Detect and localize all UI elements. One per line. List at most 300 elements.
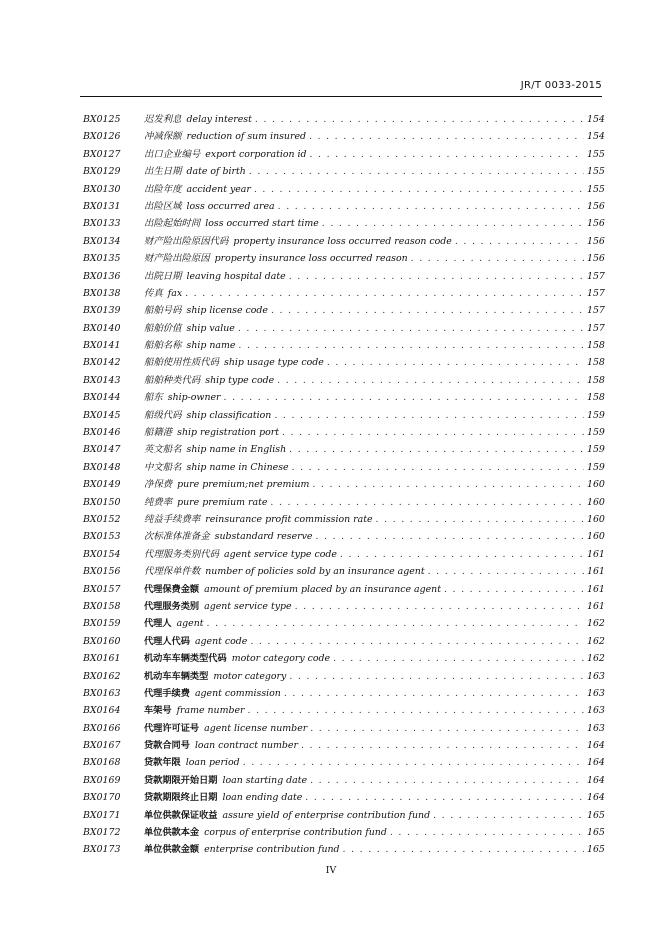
dot-leader [289,441,584,458]
entry-code: BX0146 [83,427,121,439]
entry-chinese-term: 车架号 [144,705,172,717]
entry-chinese-term: 单位供款本金 [144,827,200,839]
entry-english-term: leaving hospital date [186,270,286,282]
dot-leader [322,215,584,232]
entry-title [144,163,587,180]
entry-chinese-term: 代理保单件数 [144,566,201,578]
entry-english-term: property insurance loss occurred reason code [233,235,452,247]
dot-leader [301,737,584,754]
entry-page-number: 161 [587,566,605,578]
entry-code: BX0163 [83,687,121,699]
entry-page-number: 156 [587,235,605,247]
dot-leader [310,720,584,737]
entry-code: BX0136 [83,270,121,282]
toc-entry[interactable] [83,128,603,145]
dot-leader [224,389,584,406]
entry-title [144,650,587,667]
entry-page-number: 163 [587,687,605,699]
entry-code: BX0167 [83,740,121,752]
toc-entry[interactable] [83,633,603,650]
entry-english-term: reduction of sum insured [186,131,306,143]
toc-entry[interactable] [83,354,603,371]
entry-chinese-term: 贷款年限 [144,757,181,769]
entry-title [144,598,587,615]
entry-code: BX0142 [83,357,121,369]
toc-entry[interactable] [83,268,603,285]
entry-page-number: 159 [587,409,605,421]
dot-leader [238,337,584,354]
entry-code: BX0170 [83,792,121,804]
entry-title [144,268,587,285]
toc-entry[interactable] [83,285,603,302]
entry-chinese-term: 船舶号码 [144,305,182,317]
entry-title [144,285,587,302]
entry-page-number: 158 [587,374,605,386]
dot-leader [248,702,584,719]
entry-chinese-term: 贷款期限终止日期 [144,792,218,804]
toc-entry[interactable] [83,181,603,198]
toc-entry[interactable] [83,111,603,128]
entry-english-term: agent [176,618,204,630]
dot-leader [289,668,584,685]
dot-leader [455,233,584,250]
entry-chinese-term: 纯益手续费率 [144,513,201,525]
entry-chinese-term: 代理保费金额 [144,583,200,595]
entry-chinese-term: 出口企业编号 [144,148,201,160]
entry-title [144,563,587,580]
entry-english-term: assure yield of enterprise contribution fund [222,809,431,821]
dot-leader [243,754,584,771]
entry-code: BX0161 [83,653,121,665]
entry-page-number: 154 [587,131,605,143]
entry-page-number: 158 [587,392,605,404]
toc-entry[interactable] [83,511,603,528]
entry-page-number: 163 [587,705,605,717]
entry-page-number: 157 [587,322,605,334]
entry-code: BX0149 [83,479,121,491]
dot-leader [250,633,584,650]
toc-entry[interactable] [83,233,603,250]
entry-page-number: 164 [587,774,605,786]
entry-page-number: 160 [587,496,605,508]
entry-title [144,841,587,858]
toc-entry[interactable] [83,198,603,215]
entry-page-number: 165 [587,827,605,839]
toc-entry[interactable] [83,581,603,598]
entry-page-number: 163 [587,670,605,682]
toc-entry[interactable] [83,302,603,319]
dot-leader [255,111,584,128]
entry-page-number: 158 [587,357,605,369]
entry-english-term: corpus of enterprise contribution fund [204,827,387,839]
toc-entry[interactable] [83,372,603,389]
entry-code: BX0138 [83,287,121,299]
entry-title [144,111,587,128]
entry-chinese-term: 代理人代码 [144,635,190,647]
entry-code: BX0159 [83,618,121,630]
entry-page-number: 160 [587,531,605,543]
entry-title [144,720,587,737]
entry-chinese-term: 代理服务类别 [144,600,200,612]
entry-english-term: number of policies sold by an insurance agent [205,566,425,578]
entry-page-number: 159 [587,427,605,439]
entry-chinese-term: 船籍港 [144,427,173,439]
entry-title [144,615,587,632]
entry-page-number: 164 [587,792,605,804]
entry-english-term: ship license code [186,305,268,317]
entry-english-term: delay interest [186,114,252,125]
entry-english-term: amount of premium placed by an insurance agent [204,583,441,595]
entry-chinese-term: 代理人 [144,618,172,630]
entry-title [144,476,587,493]
entry-chinese-term: 船东 [144,392,163,404]
toc-entry[interactable] [83,163,603,180]
entry-english-term: reinsurance profit commission rate [205,513,373,525]
entry-english-term: ship-owner [167,392,221,404]
entry-code: BX0135 [83,253,121,265]
entry-english-term: ship registration port [177,427,279,439]
entry-page-number: 164 [587,740,605,752]
toc-entry[interactable] [83,546,603,563]
entry-chinese-term: 机动车车辆类型 [144,670,209,682]
entry-code: BX0171 [83,809,121,821]
dot-leader [310,772,584,789]
toc-entry[interactable] [83,476,603,493]
entry-english-term: motor category [213,670,287,682]
entry-english-term: loan ending date [222,792,303,804]
entry-title [144,424,587,441]
entry-chinese-term: 财产险出险原因代码 [144,235,229,247]
entry-chinese-term: 出险起始时间 [144,218,201,230]
entry-english-term: frame number [176,705,245,717]
entry-chinese-term: 迟发利息 [144,114,182,125]
entry-title [144,528,587,545]
entry-english-term: ship type code [205,374,275,386]
toc-entry[interactable] [83,407,603,424]
entry-english-term: substandard reserve [214,531,313,543]
toc-entry[interactable] [83,702,603,719]
dot-leader [376,511,584,528]
dot-leader [289,268,584,285]
dot-leader [277,372,584,389]
toc-entry[interactable] [83,737,603,754]
entry-page-number: 157 [587,305,605,317]
entry-code: BX0130 [83,183,121,195]
entry-title [144,633,587,650]
entry-title [144,181,587,198]
entry-code: BX0145 [83,409,121,421]
dot-leader [312,476,584,493]
dot-leader [327,354,584,371]
entry-code: BX0140 [83,322,121,334]
toc-entry[interactable] [83,494,603,511]
entry-title [144,511,587,528]
dot-leader [238,320,584,337]
entry-code: BX0143 [83,374,121,386]
entry-chinese-term: 净保费 [144,479,173,491]
entry-title [144,215,587,232]
entry-english-term: ship name [186,340,236,352]
dot-leader [278,198,584,215]
entry-code: BX0168 [83,757,121,769]
entry-title [144,302,587,319]
entry-code: BX0152 [83,513,121,525]
toc-entry[interactable] [83,389,603,406]
entry-page-number: 155 [587,183,605,195]
entry-code: BX0141 [83,340,121,352]
entry-chinese-term: 次标准体准备金 [144,531,210,543]
entry-page-number: 159 [587,461,605,473]
entry-title [144,581,587,598]
entry-title [144,354,587,371]
entry-english-term: fax [167,287,183,299]
dot-leader [274,407,584,424]
dot-leader [411,250,584,267]
dot-leader [309,128,584,145]
entry-english-term: accident year [186,183,251,195]
toc-entry[interactable] [83,528,603,545]
entry-page-number: 155 [587,166,605,178]
entry-chinese-term: 单位供款金额 [144,844,200,856]
entry-code: BX0126 [83,131,121,143]
toc-entry[interactable] [83,598,603,615]
entry-page-number: 162 [587,635,605,647]
standard-code-header: JR/T 0033-2015 [520,80,602,91]
entry-english-term: property insurance loss occurred reason [214,253,408,265]
dot-leader [284,685,584,702]
entry-page-number: 158 [587,340,605,352]
entry-chinese-term: 代理许可证号 [144,722,200,734]
dot-leader [310,146,585,163]
entry-code: BX0139 [83,305,121,317]
entry-title [144,685,587,702]
toc-entry[interactable] [83,563,603,580]
entry-title [144,772,587,789]
toc-entry[interactable] [83,250,603,267]
entry-chinese-term: 传真 [144,287,163,299]
entry-title [144,441,587,458]
entry-english-term: loss occurred area [186,200,275,212]
dot-leader [433,807,584,824]
entry-chinese-term: 船舶名称 [144,340,182,352]
toc-entry[interactable] [83,754,603,771]
dot-leader [282,424,584,441]
dot-leader [185,285,584,302]
entry-title [144,320,587,337]
entry-english-term: agent service type [204,600,292,612]
header-rule [80,96,602,97]
entry-page-number: 156 [587,200,605,212]
entry-chinese-term: 机动车车辆类型代码 [144,653,227,665]
toc-entry[interactable] [83,650,603,667]
entry-english-term: ship usage type code [224,357,324,369]
dot-leader [207,615,584,632]
toc-entry[interactable] [83,146,603,163]
entry-code: BX0160 [83,635,121,647]
entry-english-term: loan period [185,757,240,769]
entry-page-number: 160 [587,513,605,525]
entry-code: BX0125 [83,114,121,125]
toc-entry[interactable] [83,772,603,789]
entry-chinese-term: 代理服务类别代码 [144,548,220,560]
entry-english-term: loan contract number [194,740,298,752]
entry-english-term: loss occurred start time [205,218,319,230]
entry-english-term: loan starting date [222,774,308,786]
entry-title [144,668,587,685]
entry-chinese-term: 单位供款保证收益 [144,809,218,821]
entry-chinese-term: 出险年度 [144,183,182,195]
entry-page-number: 161 [587,548,605,560]
entry-page-number: 164 [587,757,605,769]
toc-entry[interactable] [83,441,603,458]
entry-english-term: agent commission [194,687,281,699]
entry-code: BX0134 [83,235,121,247]
entry-chinese-term: 出生日期 [144,166,182,178]
entry-page-number: 162 [587,653,605,665]
entry-page-number: 156 [587,218,605,230]
dot-leader [444,581,584,598]
entry-title [144,198,587,215]
dot-leader [270,494,584,511]
table-of-contents [83,111,603,859]
entry-english-term: ship name in English [186,444,287,456]
entry-english-term: ship value [186,322,235,334]
dot-leader [333,650,584,667]
entry-chinese-term: 船舶使用性质代码 [144,357,220,369]
entry-english-term: ship classification [186,409,272,421]
entry-english-term: pure premium;net premium [177,479,310,491]
entry-chinese-term: 代理手续费 [144,687,190,699]
entry-chinese-term: 出院日期 [144,270,182,282]
entry-title [144,372,587,389]
entry-code: BX0166 [83,722,121,734]
entry-page-number: 161 [587,600,605,612]
entry-chinese-term: 船舶种类代码 [144,374,201,386]
entry-code: BX0150 [83,496,121,508]
entry-code: BX0154 [83,548,121,560]
entry-title [144,737,587,754]
entry-code: BX0133 [83,218,121,230]
entry-code: BX0172 [83,827,121,839]
entry-page-number: 160 [587,479,605,491]
entry-page-number: 157 [587,270,605,282]
dot-leader [315,528,584,545]
toc-entry[interactable] [83,424,603,441]
entry-title [144,807,587,824]
entry-code: BX0144 [83,392,121,404]
entry-title [144,789,587,806]
entry-page-number: 154 [587,114,605,125]
entry-code: BX0153 [83,531,121,543]
entry-chinese-term: 贷款合同号 [144,740,190,752]
entry-page-number: 162 [587,618,605,630]
entry-english-term: motor category code [231,653,331,665]
entry-english-term: export corporation id [205,148,307,160]
toc-entry[interactable] [83,720,603,737]
entry-title [144,337,587,354]
entry-page-number: 161 [587,583,605,595]
entry-page-number: 165 [587,844,605,856]
dot-leader [249,163,584,180]
entry-english-term: pure premium rate [177,496,268,508]
dot-leader [343,841,584,858]
entry-page-number: 155 [587,148,605,160]
entry-title [144,754,587,771]
entry-title [144,389,587,406]
entry-code: BX0127 [83,148,121,160]
entry-code: BX0162 [83,670,121,682]
entry-code: BX0156 [83,566,121,578]
entry-code: BX0129 [83,166,121,178]
entry-code: BX0147 [83,444,121,456]
dot-leader [390,824,584,841]
dot-leader [254,181,584,198]
entry-english-term: date of birth [186,166,246,178]
entry-title [144,459,587,476]
toc-entry[interactable] [83,685,603,702]
dot-leader [295,598,584,615]
dot-leader [292,459,584,476]
entry-english-term: enterprise contribution fund [204,844,340,856]
entry-code: BX0173 [83,844,121,856]
entry-page-number: 157 [587,287,605,299]
entry-title [144,546,587,563]
entry-page-number: 165 [587,809,605,821]
toc-entry[interactable] [83,668,603,685]
entry-chinese-term: 船舶价值 [144,322,182,334]
entry-english-term: ship name in Chinese [186,461,289,473]
dot-leader [428,563,584,580]
entry-title [144,494,587,511]
toc-entry[interactable] [83,615,603,632]
entry-page-number: 163 [587,722,605,734]
entry-chinese-term: 冲减保额 [144,131,182,143]
dot-leader [271,302,584,319]
entry-code: BX0158 [83,600,121,612]
toc-entry[interactable] [83,807,603,824]
entry-chinese-term: 财产险出险原因 [144,253,210,265]
toc-entry[interactable] [83,215,603,232]
entry-chinese-term: 贷款期限开始日期 [144,774,218,786]
entry-code: BX0131 [83,200,121,212]
entry-chinese-term: 纯费率 [144,496,173,508]
entry-title [144,233,587,250]
entry-english-term: agent license number [204,722,308,734]
toc-entry[interactable] [83,459,603,476]
entry-code: BX0164 [83,705,121,717]
entry-code: BX0148 [83,461,121,473]
toc-entry[interactable] [83,824,603,841]
toc-entry[interactable] [83,337,603,354]
toc-entry[interactable] [83,789,603,806]
entry-chinese-term: 英文船名 [144,444,182,456]
entry-english-term: agent service type code [224,548,337,560]
entry-page-number: 159 [587,444,605,456]
page-number: IV [325,865,337,876]
entry-title [144,146,587,163]
entry-chinese-term: 中文船名 [144,461,182,473]
entry-code: BX0169 [83,774,121,786]
entry-title [144,250,587,267]
toc-entry[interactable] [83,320,603,337]
entry-code: BX0157 [83,583,121,595]
entry-title [144,824,587,841]
entry-page-number: 156 [587,253,605,265]
entry-title [144,702,587,719]
entry-chinese-term: 出险区域 [144,200,182,212]
dot-leader [340,546,584,563]
toc-entry[interactable] [83,841,603,858]
